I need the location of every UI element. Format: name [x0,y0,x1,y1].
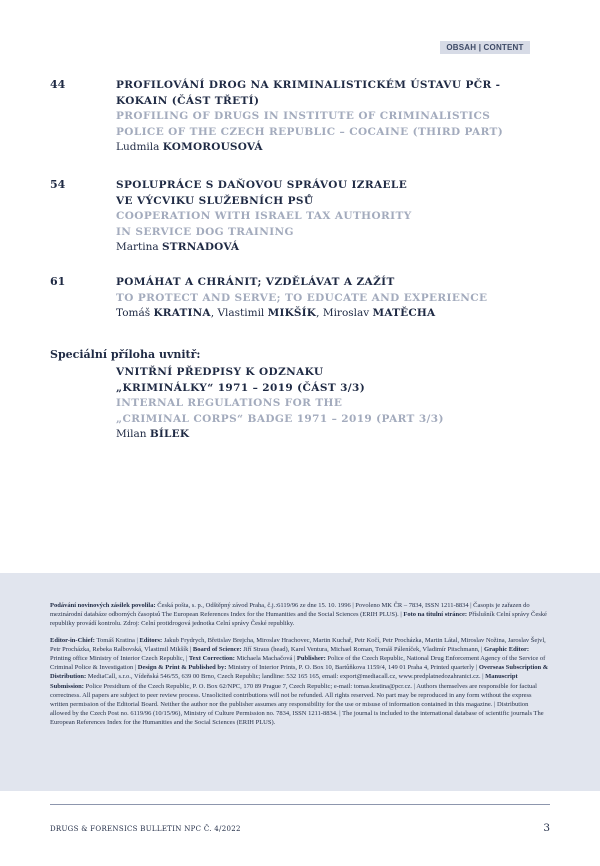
author-given-name: Miroslav [322,307,370,319]
entry-title-cz[interactable]: POMÁHAT A CHRÁNIT; VZDĚLÁVAT A ZAŽÍT [116,276,395,288]
footer-divider [50,804,550,805]
special-title-en: „CRIMINAL CORPS“ BADGE 1971 – 2019 (PART 3/3) [116,412,444,425]
entry-title-cz[interactable]: VE VÝCVIKU SLUŽEBNÍCH PSŮ [116,194,314,207]
author-given-name: Tomáš [116,307,151,319]
entry-title-en: TO PROTECT AND SERVE; TO EDUCATE AND EXPERIENCE [116,291,488,304]
imprint-paragraph-postal: Podávání novinových zásilek povolila: Česká pošta, s. p., Odštěpný závod Praha, č.j.:6119/96 ze dne 15. 10. 1996 | Povoleno MK ČR – 7834, ISSN 1211-8834 | Časopis je zařazen do mezinárodní databáze odborných časopisů The European References Index for the Humanities and the Social Sciences (ERIH PLUS). | Foto na titulní stránce: Příslušník Celní správy České republiky provádí kontrolu. Zdroj: Celní protidrogová jednotka Celní správy České republiky. [50,602,547,628]
special-title-cz[interactable]: VNITŘNÍ PŘEDPISY K ODZNAKU [116,366,324,378]
entry-title-en: PROFILING OF DRUGS IN INSTITUTE OF CRIMINALISTICS [116,110,491,122]
special-title-en: INTERNAL REGULATIONS FOR THE [116,397,343,409]
entry-title-en: COOPERATION WITH ISRAEL TAX AUTHORITY [116,210,412,222]
entry-title-en: POLICE OF THE CZECH REPUBLIC – COCAINE (THIRD PART) [116,125,504,138]
entry-authors: Tomáš KRATINA, Vlastimil MIKŠÍK, Miroslav MATĚCHA [116,307,436,319]
footer-page-number: 3 [543,822,550,834]
entry-title-en: IN SERVICE DOG TRAINING [116,225,294,238]
special-title-cz[interactable]: „KRIMINÁLKY“ 1971 – 2019 (ČÁST 3/3) [116,381,366,394]
special-authors [116,427,536,443]
entry-page-number: 54 [50,178,66,191]
author-given-name: Ludmila [116,141,160,153]
author-surname: KRATINA [153,307,211,319]
imprint-box [0,573,600,791]
author-given-name: Martina [116,241,159,253]
entry-title-cz[interactable]: SPOLUPRÁCE S DAŇOVOU SPRÁVOU IZRAELE [116,179,408,191]
author-surname: BÍLEK [149,428,190,440]
entry-title-cz[interactable]: KOKAIN (ČÁST TŘETÍ) [116,94,260,107]
author-given-name: Vlastimil [217,307,265,319]
entry-authors [116,240,536,256]
author-surname: MATĚCHA [372,307,436,319]
entry-page-number: 44 [50,78,66,91]
imprint-paragraph-editorial: Editor-in-Chief: Tomáš Kratina | Editors: Jakub Frydrych, Břetislav Brejcha, Miroslav Hrachovec, Martin Kuchař, Petr Kočí, Petr Procházka, Martin Látal, Miroslav Nožina, Jaroslav Šejvl, Petr Procházka, Rebeka Ralbovská, Vlastimil Mikšík | Board of Science: Jiří Straus (head), Karel Ventura, Michael Roman, Tomáš Páleníček, Vladimír Pitschmann, | Graphic Editor: Printing office Ministry of Interior Czech Republic, | Text Correction: Michaela Machačová | Publisher: Police of the Czech Republic, National Drug Enforcement Agency of the Service of Criminal Police & Investigation | Design & Print & Published by: Ministry of Interior Prints, P. O. Box 10, Bartůňkova 1159/4, 149 01 Praha 4, Printed quarterly | Overseas Subscription & Distribution: MediaCall, s.r.o., Vídeňská 546/55, 639 00 Brno, Czech Republic; landline: 532 165 165, email: export@mediacall.cz, www.predplatnedozahranici.cz. | Manuscript Submission: Police Presidium of the Czech Republic, P. O. Box 62/NPC, 170 89 Prague 7, Czech Republic; e-mail: tomas.kratina@pcr.cz. | Authors themselves are responsible for factual correctness. All papers are subject to peer review process. Unsolicited contributions will not be refunded. All rights reserved. No part may be reproduced in any form without the express written permission of the Editorial Board. Neither the author nor the publisher assumes any responsibility for the use or misuse of information contained in this magazine. | Distribution allowed by the Czech Post no. 6119/96 (10/15/96), Ministry of Culture Permission no. 7834, ISSN 1211-8834. | The journal is included to the international database of scientific journals The European References Index for the Humanities and the Social Sciences (ERIH PLUS). [50,636,549,727]
entry-title-cz[interactable]: PROFILOVÁNÍ DROG NA KRIMINALISTICKÉM ÚSTAVU PČR - [116,79,501,91]
entry-page-number: 61 [50,275,66,288]
author-surname: KOMOROUSOVÁ [162,141,263,153]
author-surname: MIKŠÍK [267,307,317,319]
author-given-name: Milan [116,428,147,440]
special-supplement-heading: Speciální příloha uvnitř: [50,348,201,361]
entry-authors [116,140,536,156]
footer-journal-name: DRUGS & FORENSICS BULLETIN NPC Č. 4/2022 [50,825,241,833]
author-surname: STRNADOVÁ [161,241,240,253]
section-tag: OBSAH | CONTENT [440,41,530,54]
